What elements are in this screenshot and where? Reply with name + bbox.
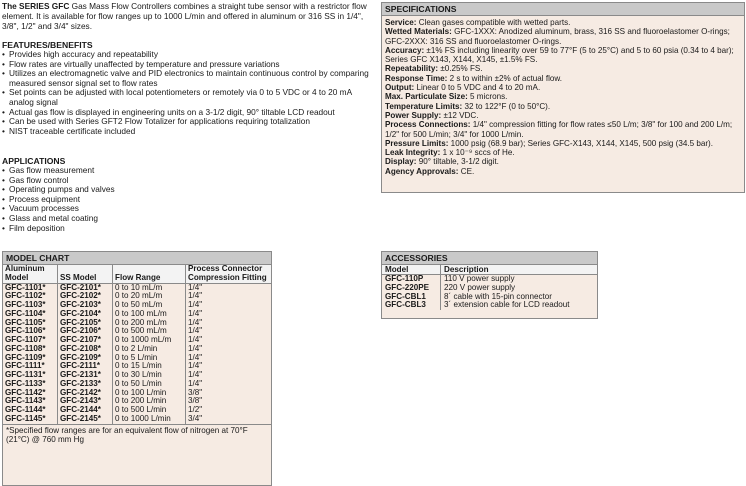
spec-row [385,120,741,139]
bullet-item: • Actual gas flow is displayed in engineering units on a 3-1/2 digit, 90° tiltable LCD readout [2,108,374,118]
ss-model-cell: GFC-2144* [58,406,113,415]
flow-range-cell: 0 to 2 L/min [113,345,186,354]
flow-range-cell: 0 to 1000 L/min [113,415,186,424]
bullet-item: • Vacuum processes [2,204,374,214]
ss-model-cell: GFC-2142* [58,389,113,398]
specifications-box [381,2,745,193]
header-flow-range: Flow Range [113,265,186,283]
model-chart-header-row [3,265,271,283]
flow-range-cell: 0 to 200 mL/m [113,319,186,328]
bullet-item: • Can be used with Series GFT2 Flow Totalizer for applications requiring totalization [2,117,374,127]
bullet-item: • NIST traceable certificate included [2,127,374,137]
aluminum-model-cell: GFC-1131* [3,371,58,380]
spec-value: ±0.25% FS. [438,64,483,74]
aluminum-model-cell: GFC-1142* [3,389,58,398]
bullet-item: • Flow rates are virtually unaffected by temperature and pressure variations [2,60,374,70]
spec-row [385,83,741,92]
spec-row [385,111,741,120]
aluminum-model-cell: GFC-1105* [3,319,58,328]
model-chart-box [2,251,272,486]
spec-row [385,157,741,166]
spec-value: CE. [458,166,475,176]
flow-range-cell: 0 to 30 L/min [113,371,186,380]
flow-range-cell: 0 to 500 mL/m [113,327,186,336]
intro-paragraph [2,1,374,31]
accessory-model-cell: GFC-CBL3 [382,301,441,310]
accessory-description-cell: 110 V power supply [444,274,515,283]
ss-model-cell: GFC-2108* [58,345,113,354]
aluminum-model-cell: GFC-1103* [3,301,58,310]
model-chart-footnote: *Specified flow ranges are for an equivalent flow of nitrogen at 70°F (21°C) @ 760 mm Hg [3,424,271,445]
accessory-model-cell: GFC-CBL1 [382,293,441,302]
bullet-item: • Glass and metal coating [2,214,374,224]
ss-model-cell: GFC-2109* [58,354,113,363]
accessory-model-cell: GFC-220PE [382,284,441,293]
bullet-item: • Process equipment [2,195,374,205]
spec-label: Display: [385,157,417,167]
accessories-title: ACCESSORIES [382,252,597,265]
ss-model-cell: GFC-2103* [58,301,113,310]
ss-model-cell: GFC-2102* [58,292,113,301]
spec-row [385,46,741,65]
features-title: FEATURES/BENEFITS [2,40,93,50]
fitting-cell: 1/4" [188,282,203,292]
accessories-table [382,265,597,310]
accessory-description-cell: 8´ cable with 15-pin connector [444,291,552,301]
accessory-description-cell: 220 V power supply [444,282,516,292]
spec-value: 5 microns. [467,92,508,102]
spec-label: Process Connections: [385,120,471,130]
spec-row [385,92,741,101]
applications-section [2,156,374,233]
fitting-cell: 3/8" [188,396,203,406]
applications-list [2,166,374,233]
spec-label: Output: [385,83,415,93]
fitting-cell: 3/8" [188,387,203,397]
fitting-cell: 1/4" [188,300,203,310]
applications-title: APPLICATIONS [2,156,66,166]
spec-label: Pressure Limits: [385,138,449,148]
aluminum-model-cell: GFC-1145* [3,415,58,424]
accessories-box [381,251,598,319]
specifications-title: SPECIFICATIONS [382,3,744,16]
fitting-cell: 1/4" [188,361,203,371]
bullet-item: • Provides high accuracy and repeatability [2,50,374,60]
spec-label: Power Supply: [385,110,442,120]
accessory-model-cell: GFC-110P [382,275,441,284]
spec-label: Max. Particulate Size: [385,92,468,102]
fitting-cell: 3/4" [188,413,203,423]
fitting-cell: 1/4" [188,326,203,336]
fitting-cell: 1/4" [188,308,203,318]
ss-model-cell: GFC-2101* [58,283,113,292]
bullet-item: • Set points can be adjusted with local potentiometers or remotely via 0 to 5 VDC or 4 to 20 mA analog signal [2,88,374,107]
ss-model-cell: GFC-2111* [58,362,113,371]
flow-range-cell: 0 to 100 mL/m [113,310,186,319]
specifications-body [382,16,744,178]
aluminum-model-cell: GFC-1102* [3,292,58,301]
aluminum-model-cell: GFC-1101* [3,283,58,292]
aluminum-model-cell: GFC-1106* [3,327,58,336]
flow-range-cell: 0 to 100 L/min [113,389,186,398]
fitting-cell: 1/4" [188,317,203,327]
fitting-cell: 1/4" [188,291,203,301]
model-chart-table [3,265,271,424]
spec-row [385,18,741,27]
spec-row [385,102,741,111]
flow-range-cell: 0 to 15 L/min [113,362,186,371]
accessory-row [382,301,597,310]
bullet-item: • Gas flow control [2,176,374,186]
model-chart-title: MODEL CHART [3,252,271,265]
intro-series-name: The SERIES GFC [2,1,70,11]
spec-row [385,74,741,83]
features-section [2,40,374,136]
flow-range-cell: 0 to 200 L/min [113,397,186,406]
spec-label: Wetted Materials: [385,27,452,37]
header-aluminum-model: Aluminum Model [3,265,58,283]
spec-row [385,27,741,46]
spec-value: Clean gases compatible with wetted parts. [416,18,571,27]
spec-value: ±1% FS including linearity over 59 to 77°F (5 to 25°C) and 5 to 60 psia (0.34 to 4 bar); Series GFC X143, X144, X145, ±1.5% FS. [385,45,734,65]
fitting-cell: 1/4" [188,370,203,380]
flow-range-cell: 0 to 1000 mL/m [113,336,186,345]
fitting-cell: 1/4" [188,352,203,362]
spec-value: 1/4" compression fitting for flow rates ≤50 L/m; 3/8" for 100 and 200 L/m; 1/2" for 500 L/min; 3/4" for 1000 L/min. [385,120,733,139]
flow-range-cell: 0 to 500 L/min [113,406,186,415]
model-row [3,415,271,424]
ss-model-cell: GFC-2143* [58,397,113,406]
spec-value: 1 x 10⁻⁹ sccs of He. [440,148,515,158]
ss-model-cell: GFC-2131* [58,371,113,380]
bullet-item: • Gas flow measurement [2,166,374,176]
fitting-cell: 1/2" [188,405,203,415]
fitting-cell: 1/4" [188,335,203,345]
aluminum-model-cell: GFC-1144* [3,406,58,415]
spec-row [385,148,741,157]
bullet-item: • Utilizes an electromagnetic valve and PID electronics to maintain continuous control by comparing measured sensor signal set to flow rates [2,69,374,88]
spec-value: 2 s to within ±2% of actual flow. [447,73,563,83]
aluminum-model-cell: GFC-1143* [3,397,58,406]
spec-label: Response Time: [385,73,448,83]
header-model: Model [382,265,441,275]
accessory-description-cell: 3´ extension cable for LCD readout [444,300,570,310]
spec-row [385,139,741,148]
flow-range-cell: 0 to 5 L/min [113,354,186,363]
header-ss-model: SS Model [58,265,113,283]
aluminum-model-cell: GFC-1111* [3,362,58,371]
header-process-connector: Process Connector Compression Fitting [186,265,272,283]
spec-label: Service: [385,18,417,27]
fitting-cell: 1/4" [188,343,203,353]
spec-value: 90° tiltable, 3-1/2 digit. [416,157,499,167]
spec-label: Accuracy: [385,45,425,55]
aluminum-model-cell: GFC-1133* [3,380,58,389]
bullet-item: • Operating pumps and valves [2,185,374,195]
spec-value: 32 to 122°F (0 to 50°C). [462,101,551,111]
flow-range-cell: 0 to 50 mL/m [113,301,186,310]
features-list [2,50,374,136]
spec-value: ±12 VDC. [441,110,479,120]
aluminum-model-cell: GFC-1104* [3,310,58,319]
ss-model-cell: GFC-2107* [58,336,113,345]
flow-range-cell: 0 to 20 mL/m [113,292,186,301]
spec-label: Temperature Limits: [385,101,463,111]
spec-value: 1000 psig (68.9 bar); Series GFC-X143, X144, X145, 500 psig (34.5 bar). [448,138,713,148]
ss-model-cell: GFC-2145* [58,415,113,424]
ss-model-cell: GFC-2106* [58,327,113,336]
fitting-cell: 1/4" [188,378,203,388]
header-description: Description [441,265,598,275]
flow-range-cell: 0 to 50 L/min [113,380,186,389]
spec-row [385,64,741,73]
bullet-item: • Film deposition [2,224,374,234]
ss-model-cell: GFC-2133* [58,380,113,389]
ss-model-cell: GFC-2104* [58,310,113,319]
intro-text: Gas Mass Flow Controllers combines a straight tube sensor with a restrictor flow element. It is available for flow ranges up to 1000 L/min and offered in aluminum or 316 SS in 1/4", 3/8", 1/2" and 3/4" sizes. [2,1,367,31]
flow-range-cell: 0 to 10 mL/m [113,283,186,292]
spec-label: Leak Integrity: [385,148,441,158]
spec-value: GFC-1XXX: Anodized aluminum, brass, 316 SS and fluoroelastomer O-rings; GFC-2XXX: 316 SS and fluoroelastomer O-rings. [385,27,730,46]
spec-value: Linear 0 to 5 VDC and 4 to 20 mA. [414,83,541,93]
spec-label: Repeatability: [385,64,439,74]
ss-model-cell: GFC-2105* [58,319,113,328]
aluminum-model-cell: GFC-1107* [3,336,58,345]
aluminum-model-cell: GFC-1108* [3,345,58,354]
aluminum-model-cell: GFC-1109* [3,354,58,363]
spec-label: Agency Approvals: [385,166,459,176]
spec-row [385,167,741,176]
